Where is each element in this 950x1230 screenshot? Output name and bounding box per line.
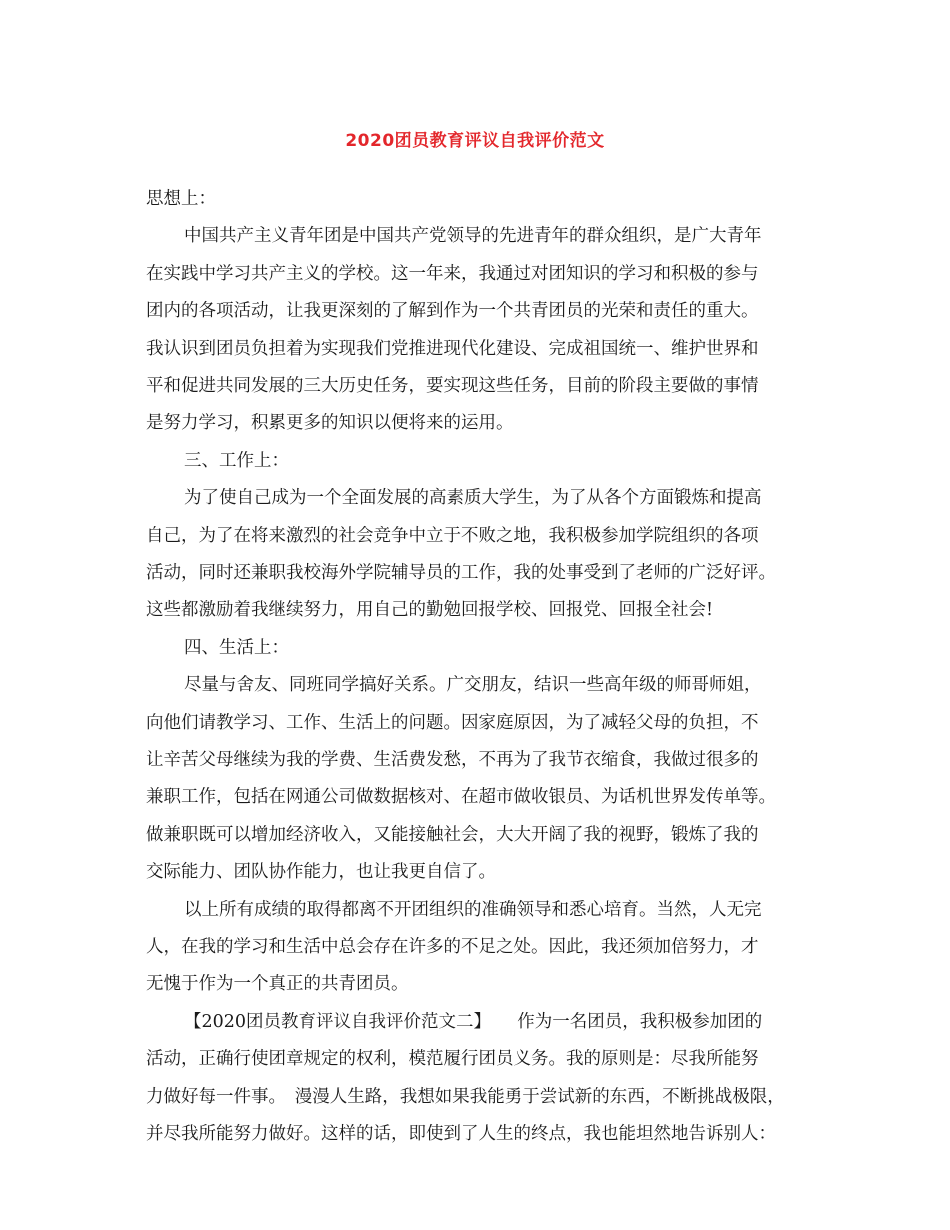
paragraph-line: 三、工作上：: [184, 451, 289, 471]
paragraph-line: 让辛苦父母继续为我的学费、生活费发愁，不再为了我节衣缩食，我做过很多的: [146, 750, 759, 770]
paragraph-line: 【2020团员教育评议自我评价范文二】 作为一名团员，我积极参加团的: [184, 1012, 763, 1032]
document-title: 2020团员教育评议自我评价范文: [345, 131, 605, 151]
paragraph-line: 这些都激励着我继续努力，用自己的勤勉回报学校、回报党、回报全社会!: [146, 600, 714, 620]
paragraph-line: 向他们请教学习、工作、生活上的问题。因家庭原因，为了减轻父母的负担，不: [146, 713, 759, 733]
paragraph-line: 无愧于作为一个真正的共青团员。: [146, 974, 409, 994]
paragraph-line: 并尽我所能努力做好。这样的话，即使到了人生的终点，我也能坦然地告诉别人：: [146, 1124, 776, 1144]
paragraph-line: 交际能力、团队协作能力，也让我更自信了。: [146, 862, 496, 882]
paragraph-line: 兼职工作，包括在网通公司做数据核对、在超市做收银员、为话机世界发传单等。: [146, 787, 776, 807]
paragraph-line: 力做好每一件事。 漫漫人生路，我想如果我能勇于尝试新的东西，不断挑战极限，: [146, 1087, 785, 1107]
paragraph-line: 做兼职既可以增加经济收入，又能接触社会，大大开阔了我的视野，锻炼了我的: [146, 825, 759, 845]
paragraph-line: 为了使自己成为一个全面发展的高素质大学生，为了从各个方面锻炼和提高: [184, 488, 762, 508]
paragraph-line: 中国共产主义青年团是中国共产党领导的先进青年的群众组织，是广大青年: [184, 226, 762, 246]
paragraph-line: 活动，同时还兼职我校海外学院辅导员的工作，我的处事受到了老师的广泛好评。: [146, 563, 776, 583]
paragraph-line: 在实践中学习共产主义的学校。这一年来，我通过对团知识的学习和积极的参与: [146, 264, 759, 284]
paragraph-line: 我认识到团员负担着为实现我们党推进现代化建设、完成祖国统一、维护世界和: [146, 339, 759, 359]
paragraph-line: 是努力学习，积累更多的知识以便将来的运用。: [146, 413, 514, 433]
paragraph-line: 自己，为了在将来激烈的社会竞争中立于不败之地，我积极参加学院组织的各项: [146, 526, 759, 546]
paragraph-line: 团内的各项活动，让我更深刻的了解到作为一个共青团员的光荣和责任的重大。: [146, 301, 759, 321]
paragraph-line: 人，在我的学习和生活中总会存在许多的不足之处。因此，我还须加倍努力，才: [146, 937, 759, 957]
paragraph-line: 以上所有成绩的取得都离不开团组织的准确领导和悉心培育。当然，人无完: [184, 900, 762, 920]
paragraph-line: 活动，正确行使团章规定的权利，模范履行团员义务。我的原则是：尽我所能努: [146, 1049, 759, 1069]
paragraph-line: 思想上：: [146, 189, 216, 209]
paragraph-line: 尽量与舍友、同班同学搞好关系。广交朋友，结识一些高年级的师哥师姐，: [184, 675, 762, 695]
paragraph-line: 平和促进共同发展的三大历史任务，要实现这些任务，目前的阶段主要做的事情: [146, 376, 759, 396]
paragraph-line: 四、生活上：: [184, 638, 289, 658]
